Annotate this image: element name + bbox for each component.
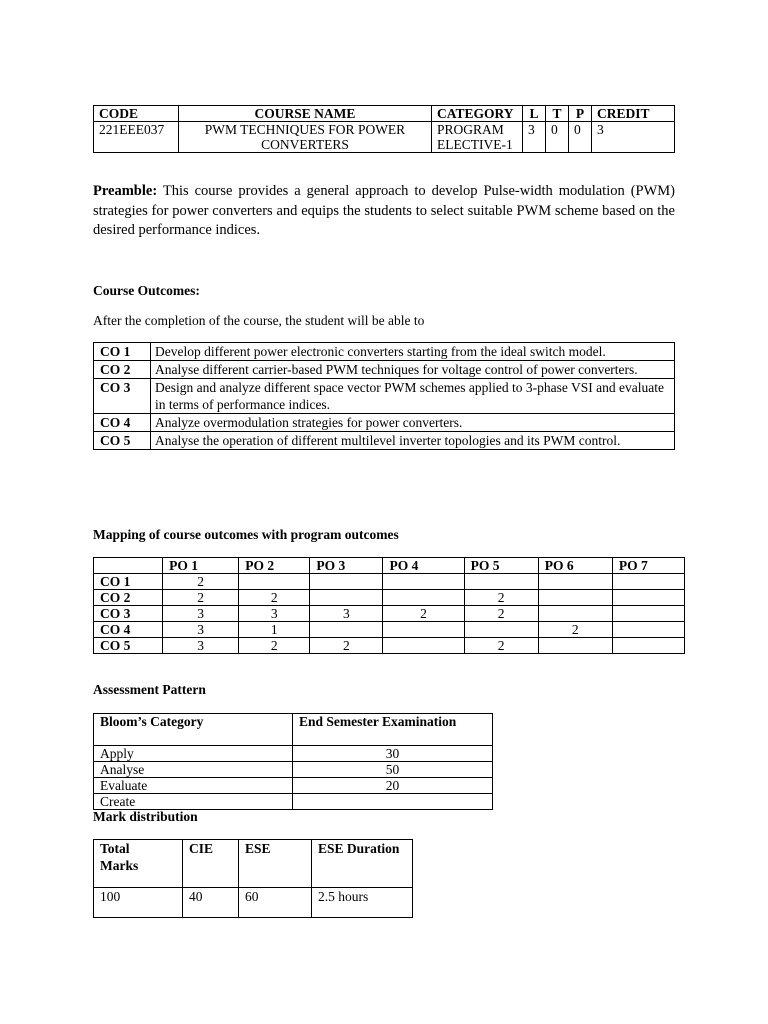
assessment-category: Apply <box>94 746 293 762</box>
co-code: CO 3 <box>94 379 151 414</box>
co-code: CO 4 <box>94 414 151 432</box>
mapping-cell: 3 <box>239 606 310 622</box>
cie-value: 40 <box>183 888 239 918</box>
mapping-heading: Mapping of course outcomes with program outcomes <box>93 527 399 542</box>
mapping-cell <box>612 574 684 590</box>
assessment-heading: Assessment Pattern <box>93 682 206 697</box>
assessment-marks: 20 <box>293 778 493 794</box>
end-semester-header: End Semester Examination <box>293 714 493 746</box>
mapping-cell <box>239 574 310 590</box>
co-row <box>94 414 675 432</box>
ese-value: 60 <box>239 888 312 918</box>
co-code: CO 2 <box>94 361 151 379</box>
mapping-cell: 3 <box>310 606 383 622</box>
po-header: PO 6 <box>538 558 612 574</box>
mapping-cell <box>310 622 383 638</box>
mapping-co-label: CO 3 <box>94 606 163 622</box>
mapping-cell <box>538 574 612 590</box>
mapping-cell <box>310 590 383 606</box>
co-row <box>94 343 675 361</box>
credit-value: 3 <box>592 122 675 153</box>
mapping-row <box>94 638 685 654</box>
category-header: CATEGORY <box>432 106 523 122</box>
course-category <box>432 122 523 153</box>
preamble-label: Preamble: <box>93 183 158 199</box>
mapping-cell: 3 <box>163 638 239 654</box>
p-value: 0 <box>569 122 592 153</box>
mapping-row <box>94 622 685 638</box>
mapping-cell: 2 <box>464 606 538 622</box>
mapping-cell <box>310 574 383 590</box>
mapping-row <box>94 574 685 590</box>
course-name-line1: PWM TECHNIQUES FOR POWER <box>204 122 406 137</box>
course-info-table <box>93 105 675 153</box>
assessment-category: Create <box>94 794 293 810</box>
mapping-row <box>94 590 685 606</box>
mapping-cell: 2 <box>464 590 538 606</box>
course-outcomes-intro: After the completion of the course, the student will be able to <box>93 313 425 328</box>
co-description: Design and analyze different space vector PWM schemes applied to 3-phase VSI and evaluate in terms of performance indices. <box>151 379 675 414</box>
po-header: PO 2 <box>239 558 310 574</box>
mapping-cell: 3 <box>163 622 239 638</box>
assessment-row <box>94 746 493 762</box>
credit-header: CREDIT <box>592 106 675 122</box>
co-row <box>94 361 675 379</box>
mapping-co-label: CO 5 <box>94 638 163 654</box>
preamble-text: This course provides a general approach to develop Pulse-width modulation (PWM) strategies for power converters and equips the students to select suitable PWM scheme based on the desired performance indices. <box>93 183 675 238</box>
ese-duration-header: ESE Duration <box>312 840 413 888</box>
mapping-corner-cell <box>94 558 163 574</box>
assessment-pattern-table <box>93 713 493 810</box>
l-header: L <box>523 106 546 122</box>
course-name-header: COURSE NAME <box>179 106 432 122</box>
total-marks-header <box>94 840 183 888</box>
mapping-cell: 2 <box>383 606 464 622</box>
mapping-cell <box>538 606 612 622</box>
assessment-marks: 50 <box>293 762 493 778</box>
total-marks-value: 100 <box>94 888 183 918</box>
total-marks-header-line2: Marks <box>100 858 139 873</box>
ese-header: ESE <box>239 840 312 888</box>
mapping-co-label: CO 1 <box>94 574 163 590</box>
mapping-cell: 1 <box>239 622 310 638</box>
assessment-marks: 30 <box>293 746 493 762</box>
course-info-header-row <box>94 106 675 122</box>
po-header: PO 3 <box>310 558 383 574</box>
mapping-co-label: CO 4 <box>94 622 163 638</box>
cie-header: CIE <box>183 840 239 888</box>
mapping-cell <box>612 606 684 622</box>
mapping-cell <box>464 574 538 590</box>
mapping-cell <box>464 622 538 638</box>
ese-duration-value: 2.5 hours <box>312 888 413 918</box>
course-code: 221EEE037 <box>94 122 179 153</box>
course-info-value-row <box>94 122 675 153</box>
assessment-category: Analyse <box>94 762 293 778</box>
mark-header-row <box>94 840 413 888</box>
course-name-line2: CONVERTERS <box>261 137 349 152</box>
co-description: Develop different power electronic converters starting from the ideal switch model. <box>151 343 675 361</box>
course-outcomes-heading: Course Outcomes: <box>93 283 200 298</box>
total-marks-header-line1: Total <box>100 841 130 856</box>
assessment-marks <box>293 794 493 810</box>
po-header: PO 1 <box>163 558 239 574</box>
assessment-row <box>94 794 493 810</box>
mapping-cell: 2 <box>310 638 383 654</box>
mark-distribution-heading: Mark distribution <box>93 809 198 824</box>
course-outcomes-table <box>93 342 675 450</box>
mapping-cell <box>383 638 464 654</box>
co-description: Analyse the operation of different multilevel inverter topologies and its PWM control. <box>151 432 675 450</box>
t-value: 0 <box>546 122 569 153</box>
code-header: CODE <box>94 106 179 122</box>
mapping-cell: 2 <box>464 638 538 654</box>
co-po-mapping-table <box>93 557 685 654</box>
mapping-cell <box>612 590 684 606</box>
po-header: PO 4 <box>383 558 464 574</box>
mapping-cell <box>612 622 684 638</box>
mapping-cell: 2 <box>239 590 310 606</box>
blooms-category-header: Bloom’s Category <box>94 714 293 746</box>
co-row <box>94 432 675 450</box>
po-header: PO 7 <box>612 558 684 574</box>
course-category-line2: ELECTIVE-1 <box>437 137 513 152</box>
preamble-paragraph <box>93 182 675 241</box>
mapping-co-label: CO 2 <box>94 590 163 606</box>
course-name <box>179 122 432 153</box>
mapping-header-row <box>94 558 685 574</box>
mapping-cell: 2 <box>163 590 239 606</box>
assessment-row <box>94 762 493 778</box>
mapping-row <box>94 606 685 622</box>
mapping-cell: 2 <box>538 622 612 638</box>
l-value: 3 <box>523 122 546 153</box>
course-category-line1: PROGRAM <box>437 122 504 137</box>
t-header: T <box>546 106 569 122</box>
mapping-cell: 2 <box>239 638 310 654</box>
mapping-cell <box>538 590 612 606</box>
mapping-cell: 3 <box>163 606 239 622</box>
co-description: Analyse different carrier-based PWM techniques for voltage control of power converters. <box>151 361 675 379</box>
co-code: CO 5 <box>94 432 151 450</box>
mapping-cell <box>383 590 464 606</box>
mapping-cell <box>383 574 464 590</box>
mapping-cell <box>383 622 464 638</box>
co-code: CO 1 <box>94 343 151 361</box>
mapping-cell <box>612 638 684 654</box>
mapping-cell <box>538 638 612 654</box>
mark-distribution-table <box>93 839 413 918</box>
mark-value-row <box>94 888 413 918</box>
assessment-header-row <box>94 714 493 746</box>
assessment-row <box>94 778 493 794</box>
co-row <box>94 379 675 414</box>
co-description: Analyze overmodulation strategies for power converters. <box>151 414 675 432</box>
p-header: P <box>569 106 592 122</box>
assessment-category: Evaluate <box>94 778 293 794</box>
po-header: PO 5 <box>464 558 538 574</box>
mapping-cell: 2 <box>163 574 239 590</box>
